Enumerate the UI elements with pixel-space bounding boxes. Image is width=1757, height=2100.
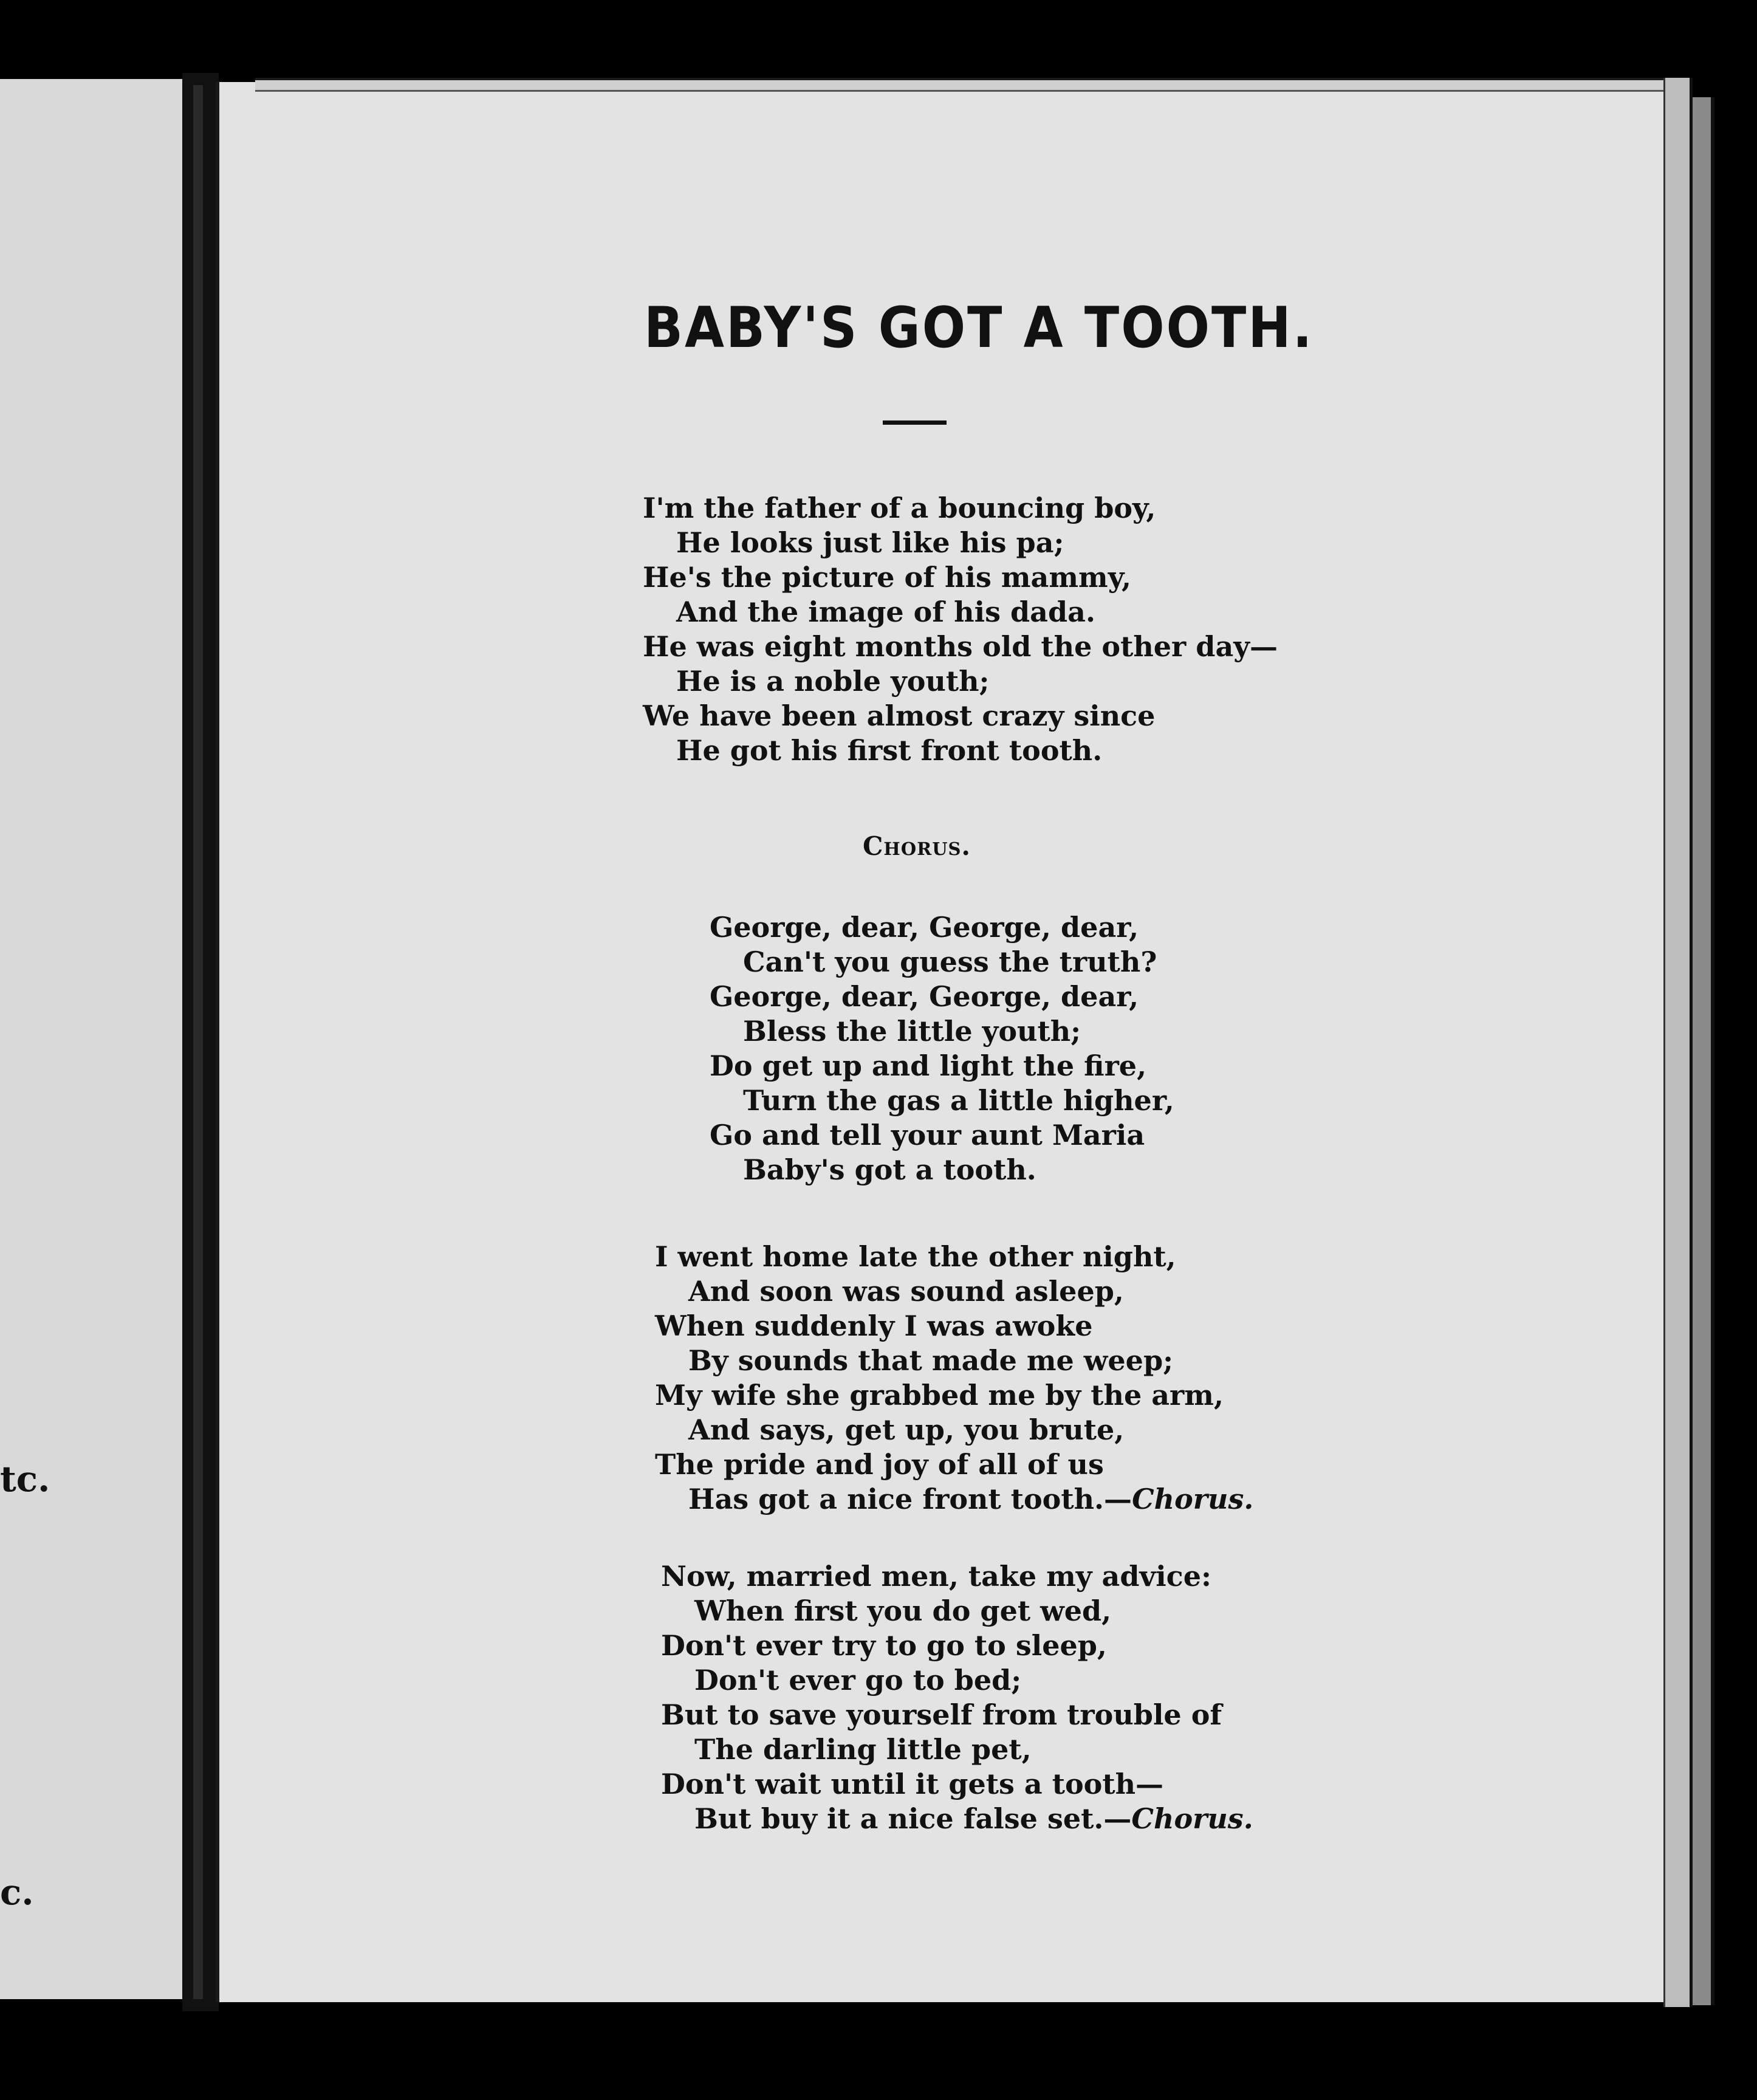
verse-line: He is a noble youth;	[676, 665, 990, 698]
verse-line: The pride and joy of all of us	[655, 1448, 1104, 1481]
verse-line: He was eight months old the other day—	[643, 630, 1278, 663]
verse-line: The darling little pet,	[694, 1733, 1032, 1766]
chorus-heading: Chorus.	[863, 831, 971, 861]
gutter-edge	[193, 85, 203, 1999]
verse-line: He got his first front tooth.	[676, 734, 1103, 767]
verse-line: When suddenly I was awoke	[655, 1309, 1093, 1342]
stanza-1	[643, 491, 1278, 768]
verse-line: I went home late the other night,	[655, 1240, 1176, 1273]
verse-line: He's the picture of his mammy,	[643, 561, 1132, 594]
chorus-line: Turn the gas a little higher,	[743, 1084, 1174, 1117]
verse-line: Don't wait until it gets a tooth—	[661, 1768, 1164, 1800]
verse-line: And the image of his dada.	[676, 595, 1095, 628]
page-right-edge	[1663, 78, 1693, 2007]
verse-line: Now, married men, take my advice:	[661, 1560, 1211, 1593]
verse-line: And says, get up, you brute,	[688, 1413, 1125, 1446]
chorus-line: Can't you guess the truth?	[743, 945, 1157, 978]
song-title: BABY'S GOT A TOOTH.	[644, 295, 1314, 360]
stanza-3	[661, 1559, 1253, 1836]
verse-line: When first you do get wed,	[694, 1594, 1112, 1627]
verse-line: He looks just like his pa;	[676, 526, 1064, 559]
chorus-line: George, dear, George, dear,	[710, 911, 1139, 944]
verse-line: And soon was sound asleep,	[688, 1275, 1124, 1308]
left-page-fragment-2: c.	[0, 1872, 34, 1913]
chorus-line: Go and tell your aunt Maria	[710, 1119, 1145, 1151]
cover-edge	[1693, 97, 1714, 2005]
verse-line: But to save yourself from trouble of	[661, 1698, 1222, 1731]
verse-line-text: But buy it a nice false set.—	[694, 1802, 1132, 1835]
chorus-stanza	[710, 910, 1174, 1187]
verse-line: Don't ever try to go to sleep,	[661, 1629, 1107, 1662]
page-top-edge	[255, 78, 1677, 92]
left-page-fragment-1: tc.	[0, 1458, 50, 1500]
chorus-cue: Chorus.	[1132, 1483, 1254, 1515]
verse-line: Don't ever go to bed;	[694, 1664, 1022, 1697]
chorus-line: Baby's got a tooth.	[743, 1153, 1036, 1186]
verse-line: My wife she grabbed me by the arm,	[655, 1379, 1224, 1412]
chorus-line: Bless the little youth;	[743, 1015, 1081, 1048]
verse-line: By sounds that made me weep;	[688, 1344, 1174, 1377]
verse-line	[655, 1482, 1253, 1517]
verse-line: We have been almost crazy since	[643, 699, 1156, 732]
chorus-cue: Chorus.	[1131, 1802, 1253, 1835]
verse-line-text: Has got a nice front tooth.—	[688, 1483, 1132, 1515]
chorus-line: Do get up and light the fire,	[710, 1049, 1147, 1082]
stanza-2	[655, 1240, 1253, 1517]
left-facing-page	[0, 79, 182, 1999]
title-rule	[883, 420, 947, 425]
verse-line: I'm the father of a bouncing boy,	[643, 492, 1156, 524]
chorus-line: George, dear, George, dear,	[710, 980, 1139, 1013]
verse-line	[661, 1802, 1253, 1836]
